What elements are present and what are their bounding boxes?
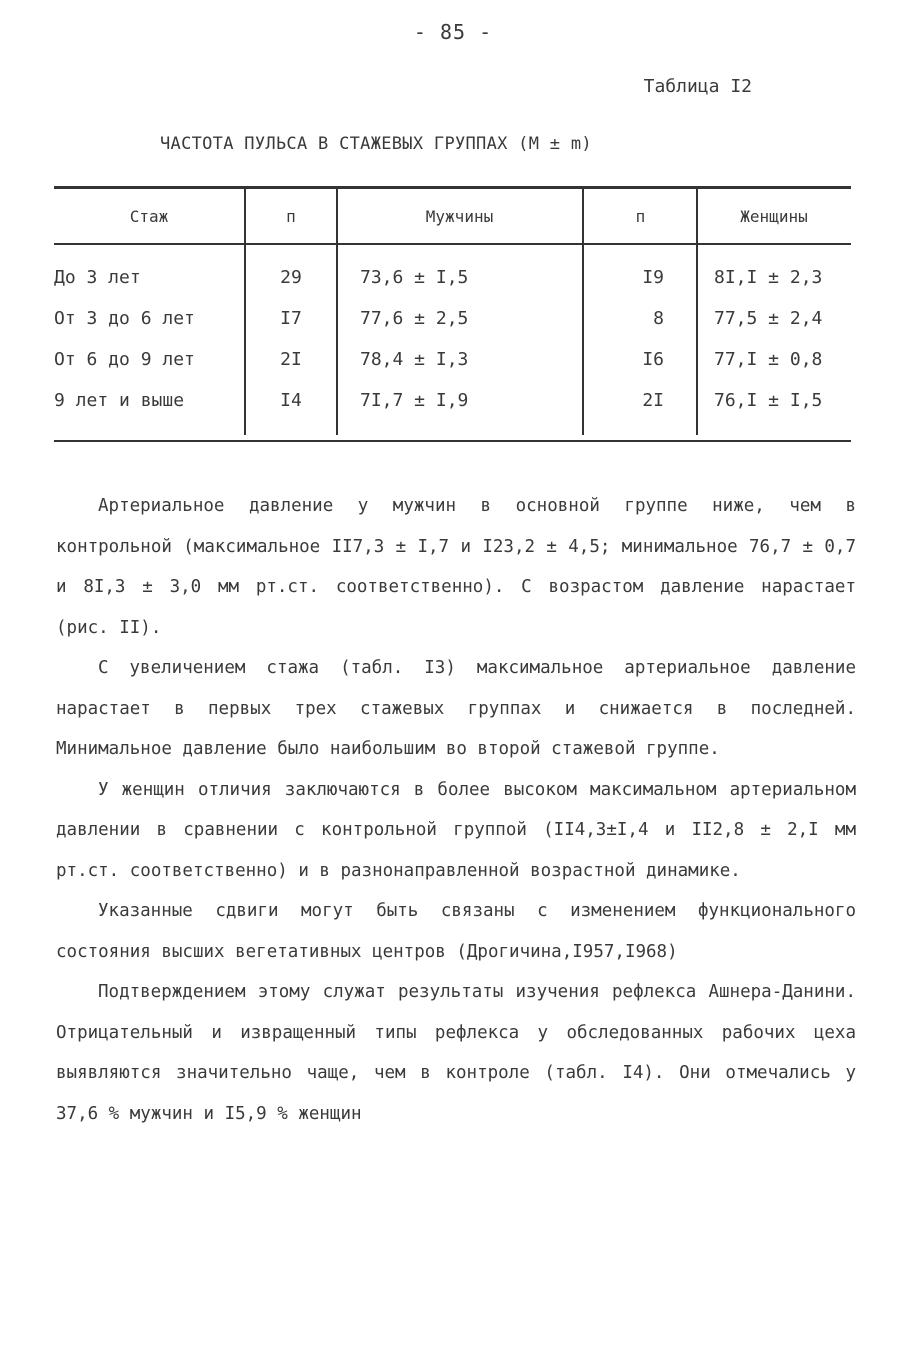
- table-row: [54, 380, 851, 435]
- cell-women: 76,I ± I,5: [697, 380, 851, 435]
- table-bottom-rule: [54, 440, 851, 442]
- cell-experience: До 3 лет: [54, 267, 141, 288]
- table-header-row: [54, 188, 851, 245]
- paragraph: С увеличением стажа (табл. I3) максимальное артериальное давление нарастает в первых трех стажевых группах и снижается в последней. Минимальное давление было наибольшим во второй стажевой группе.: [56, 658, 856, 759]
- cell-men: 73,6 ± I,5: [337, 244, 583, 298]
- table-row: [54, 298, 851, 339]
- pulse-table: [54, 186, 851, 435]
- cell-n-men: I4: [245, 380, 337, 435]
- table-label: Таблица I2: [643, 76, 752, 97]
- cell-n-men: I7: [245, 298, 337, 339]
- cell-women: 8I,I ± 2,3: [697, 244, 851, 298]
- header-men: Мужчины: [337, 188, 583, 245]
- cell-women: 77,5 ± 2,4: [697, 298, 851, 339]
- cell-n-women: 8: [583, 298, 697, 339]
- cell-experience: От 6 до 9 лет: [54, 349, 195, 370]
- cell-n-women: I9: [583, 244, 697, 298]
- cell-men: 77,6 ± 2,5: [337, 298, 583, 339]
- paragraph: Подтверждением этому служат результаты изучения рефлекса Ашнера-Данини. Отрицательный и извращенный типы рефлекса у обследованных рабочих цеха выявляются значительно чаще, чем в контроле (табл. I4). Они отмечались у 37,6 % мужчин и I5,9 % женщин: [56, 982, 856, 1124]
- cell-n-men: 2I: [245, 339, 337, 380]
- cell-n-women: I6: [583, 339, 697, 380]
- cell-men: 78,4 ± I,3: [337, 339, 583, 380]
- header-women: Женщины: [697, 188, 851, 245]
- body-text: [56, 486, 856, 1134]
- paragraph: Артериальное давление у мужчин в основной группе ниже, чем в контрольной (максимальное II7,3 ± I,7 и I23,2 ± 4,5; минимальное 76,7 ± 0,7 и 8I,3 ± 3,0 мм рт.ст. соответственно). С возрастом давление нарастает (рис. II).: [56, 496, 856, 638]
- cell-n-women: 2I: [583, 380, 697, 435]
- cell-experience: 9 лет и выше: [54, 390, 185, 411]
- header-n-men: п: [245, 188, 337, 245]
- paragraph: Указанные сдвиги могут быть связаны с изменением функционального состояния высших вегетативных центров (Дрогичина,I957,I968): [56, 901, 856, 962]
- table-title: ЧАСТОТА ПУЛЬСА В СТАЖЕВЫХ ГРУППАХ (М ± m): [160, 134, 592, 154]
- cell-women: 77,I ± 0,8: [697, 339, 851, 380]
- page-number: - 85 -: [413, 20, 493, 44]
- header-n-women: п: [583, 188, 697, 245]
- table-row: [54, 244, 851, 298]
- cell-experience: От 3 до 6 лет: [54, 308, 195, 329]
- paragraph: У женщин отличия заключаются в более высоком максимальном артериальном давлении в сравнении с контрольной группой (II4,3±I,4 и II2,8 ± 2,I мм рт.ст. соответственно) и в разнонаправленной возрастной динамике.: [56, 779, 856, 881]
- table-row: [54, 339, 851, 380]
- cell-n-men: 29: [245, 244, 337, 298]
- cell-men: 7I,7 ± I,9: [337, 380, 583, 435]
- header-experience: Стаж: [54, 188, 245, 245]
